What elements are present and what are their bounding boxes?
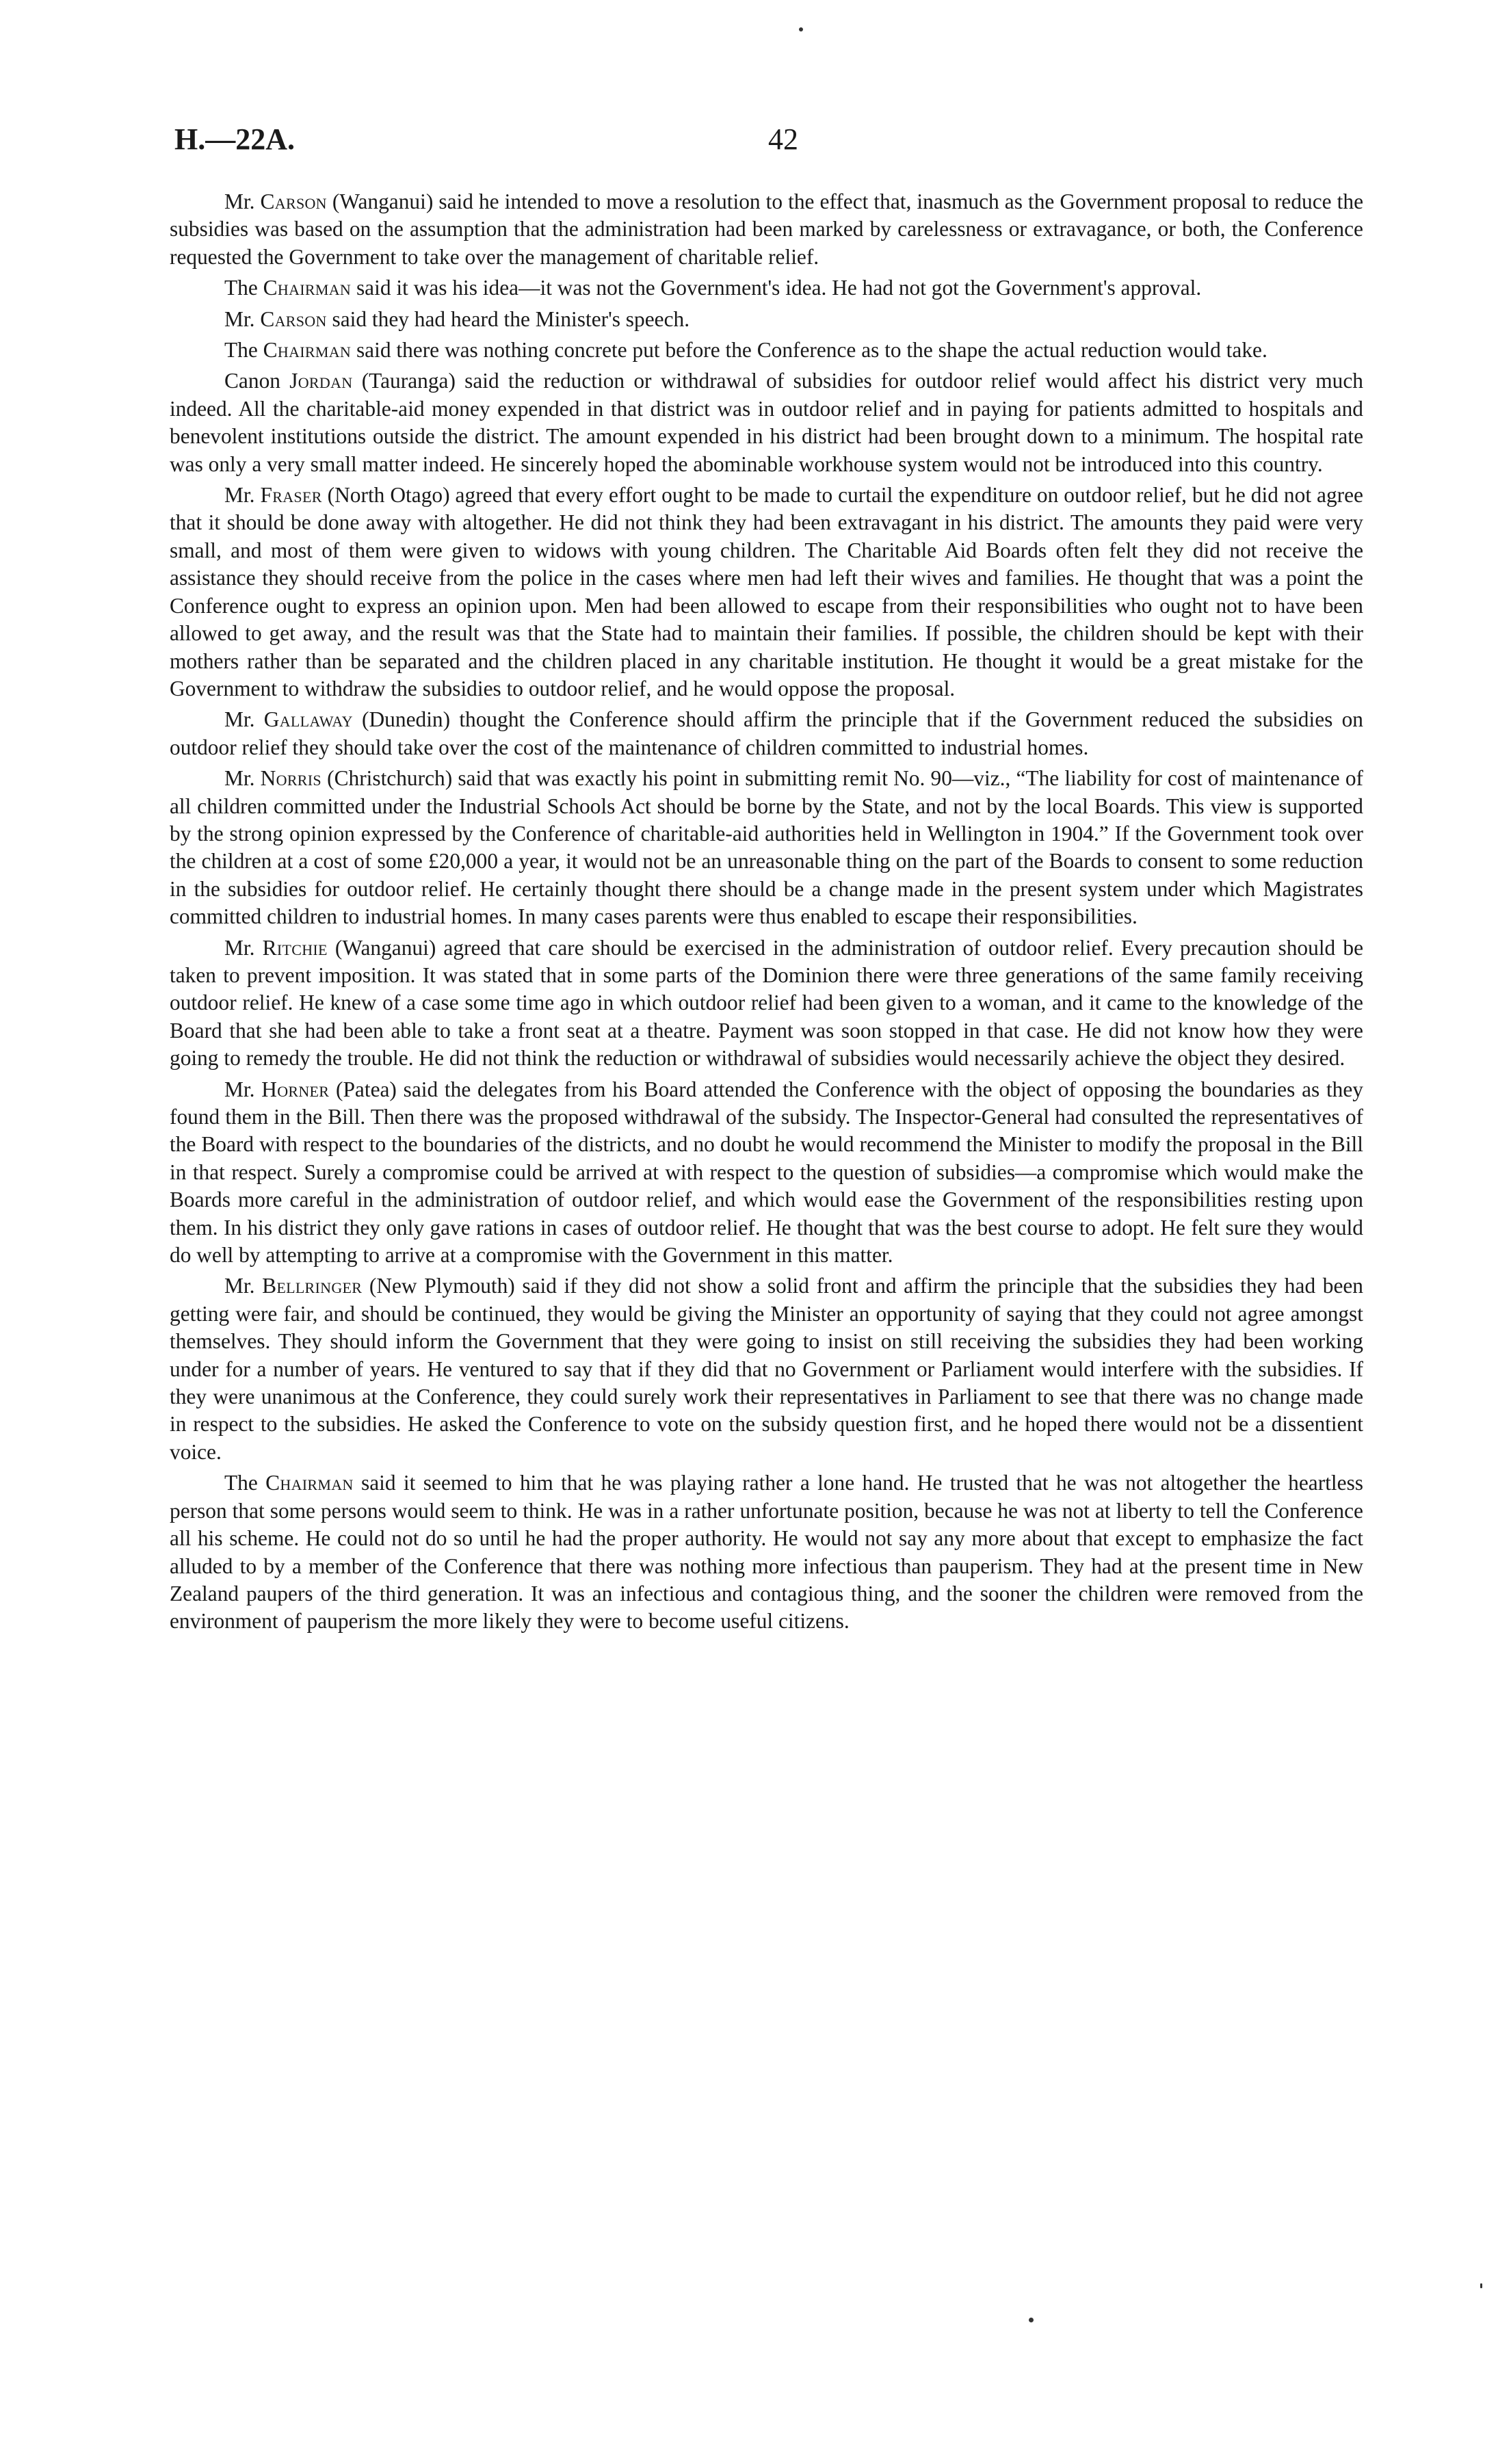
paragraph-text: (Patea) said the delegates from his Board attended the Conference with the object of opposing the boundaries as they found them in the Bill. Then there was the proposed withdrawal of the subsidy. The Inspector-General had consulted the representatives of the Board with respect to the boundaries of the districts, and no doubt he would recommend the Minister to modify the proposal in the Bill in that respect. Surely a compromise could be arrived at with respect to the question of subsidies—a compromise which would make the Boards more careful in the administration of outdoor relief, and which would ease the Government of the responsibilities resting upon them. In his district they only gave rations in cases of outdoor relief. He thought that was the best course to adopt. He felt sure they would do well by attempting to arrive at a compromise with the Government in this matter. <box>170 1077 1364 1268</box>
paragraph <box>170 1076 1363 1270</box>
paragraph-text: said it was his idea—it was not the Government's idea. He had not got the Government's approval. <box>351 276 1202 300</box>
paragraph-text: (Christchurch) said that was exactly his point in submitting remit No. 90—viz., “The liability for cost of maintenance of all children committed under the Industrial Schools Act should be borne by the State, and not by the local Boards. This view is supported by the strong opinion expressed by the Conference of charitable-aid authorities held in Wellington in 1904.” If the Government took over the children at a cost of some £20,000 a year, it would not be an unreasonable thing on the part of the Boards to consent to some reduction in the subsidies for outdoor relief. He certainly thought there should be a change made in the present system under which Magistrates committed children to industrial homes. In many cases parents were thus enabled to escape their responsibilities. <box>170 766 1363 929</box>
paragraph-text: said there was nothing concrete put before the Conference as to the shape the actual reduction would take. <box>351 338 1267 363</box>
paragraph <box>170 765 1363 930</box>
paragraph-text: (Wanganui) agreed that care should be exercised in the administration of outdoor relief. Every precaution should be taken to prevent imposition. It was stated that in some parts of the Dominion there were three generations of the same family receiving outdoor relief. He knew of a case some time ago in which outdoor relief had been given to a woman, and it came to the knowledge of the Board that she had been able to take a front seat at a theatre. Payment was soon stopped in that case. He did not know how they were going to remedy the trouble. He did not think the reduction or withdrawal of subsidies would necessarily achieve the object they desired. <box>170 935 1363 1071</box>
paragraph <box>170 706 1363 761</box>
paragraph <box>170 482 1363 703</box>
speaker-prefix: Mr. <box>224 766 261 791</box>
paragraph <box>170 274 1363 302</box>
speaker-name: Chairman <box>265 1471 354 1495</box>
speaker-name: Norris <box>260 766 321 791</box>
paragraph <box>170 188 1363 271</box>
speaker-name: Carson <box>260 189 327 213</box>
speaker-prefix: Mr. <box>224 935 263 960</box>
speaker-prefix: The <box>224 276 263 300</box>
paragraph-text: said they had heard the Minister's speech. <box>326 306 690 331</box>
paragraph <box>170 1469 1363 1635</box>
paragraph <box>170 337 1363 364</box>
page-speck <box>799 27 803 31</box>
paragraph <box>170 367 1363 478</box>
paragraph-text: (Dunedin) thought the Conference should affirm the principle that if the Government reduced the subsidies on outdoor relief they should take over the cost of the maintenance of children committed to industrial homes. <box>170 707 1364 759</box>
paragraph <box>170 1272 1363 1466</box>
page-speck <box>1480 2283 1482 2288</box>
paragraph-text: (New Plymouth) said if they did not show a solid front and affirm the principle that the subsidies they had been getting were fair, and should be continued, they would be giving the Minister an opportunity of saying that they could not agree amongst themselves. They should inform the Government that they were going to insist on still receiving the subsidies they had been working under for a number of years. He ventured to say that if they did that no Government or Parliament would interfere with the subsidies. If they were unanimous at the Conference, they could surely work their representatives in Parliament to see that there was no change made in respect to the subsidies. He asked the Conference to vote on the subsidy question first, and he hoped there would not be a dissentient voice. <box>170 1274 1364 1464</box>
document-body <box>170 188 1363 1639</box>
speaker-prefix: The <box>224 338 263 363</box>
page-header <box>174 122 1365 163</box>
speaker-prefix: Mr. <box>224 707 264 732</box>
speaker-name: Horner <box>261 1077 330 1101</box>
speaker-name: Gallaway <box>263 707 353 732</box>
speaker-prefix: The <box>224 1471 266 1495</box>
paragraph-text: said it seemed to him that he was playing rather a lone hand. He trusted that he was not altogether the heartless person that some persons would seem to think. He was in a rather unfortunate position, because he was not at liberty to tell the Conference all his scheme. He could not do so until he had the proper authority. He would not say any more about that except to emphasize the fact alluded to by a member of the Conference that there was nothing more infectious than pauperism. They had at the present time in New Zealand paupers of the third generation. It was an infectious and contagious thing, and the sooner the children were removed from the environment of pauperism the more likely they were to become useful citizens. <box>170 1471 1363 1634</box>
paragraph-text: (Tauranga) said the reduction or withdrawal of subsidies for outdoor relief would affect his district very much indeed. All the charitable-aid money expended in that district was in outdoor relief and in paying for patients admitted to hospitals and benevolent institutions outside the district. The amount expended in his district had been brought down to a minimum. The hospital rate was only a very small matter indeed. He sincerely hoped the abominable workhouse system would not be introduced into this country. <box>170 369 1363 476</box>
speaker-name: Bellringer <box>262 1274 363 1298</box>
speaker-name: Carson <box>260 306 327 331</box>
page-speck <box>1029 2318 1034 2322</box>
paragraph <box>170 306 1363 333</box>
paragraph-text: (Wanganui) said he intended to move a resolution to the effect that, inasmuch as the Government proposal to reduce the subsidies was based on the assumption that the administration had been marked by carelessness or extravagance, or both, the Conference requested the Government to take over the management of charitable relief. <box>170 189 1364 269</box>
speaker-prefix: Mr. <box>224 1077 262 1101</box>
speaker-prefix: Canon <box>224 369 290 393</box>
speaker-name: Fraser <box>260 483 322 508</box>
speaker-name: Jordan <box>289 369 353 393</box>
speaker-name: Ritchie <box>262 935 328 960</box>
speaker-prefix: Mr. <box>224 189 261 213</box>
speaker-prefix: Mr. <box>224 1274 263 1298</box>
speaker-prefix: Mr. <box>224 483 261 508</box>
paragraph-text: (North Otago) agreed that every effort ought to be made to curtail the expenditure on outdoor relief, but he did not agree that it should be done away with altogether. He did not think they had been extravagant in his district. The amounts they paid were very small, and most of them were given to widows with young children. The Charitable Aid Boards often felt they did not receive the assistance they should receive from the police in the cases where men had left their wives and families. He thought that was a point the Conference ought to express an opinion upon. Men had been allowed to escape from their responsibilities who ought not to have been allowed to get away, and the result was that the State had to maintain their families. If possible, the children should be kept with their mothers rather than be separated and the children placed in any charitable institution. He thought it would be a great mistake for the Government to withdraw the subsidies to outdoor relief, and he would oppose the proposal. <box>170 483 1363 700</box>
document-id: H.—22A. <box>174 122 295 156</box>
speaker-name: Chairman <box>263 276 352 300</box>
speaker-name: Chairman <box>263 338 352 363</box>
page-number: 42 <box>768 122 798 156</box>
speaker-prefix: Mr. <box>224 306 261 331</box>
paragraph <box>170 934 1363 1073</box>
